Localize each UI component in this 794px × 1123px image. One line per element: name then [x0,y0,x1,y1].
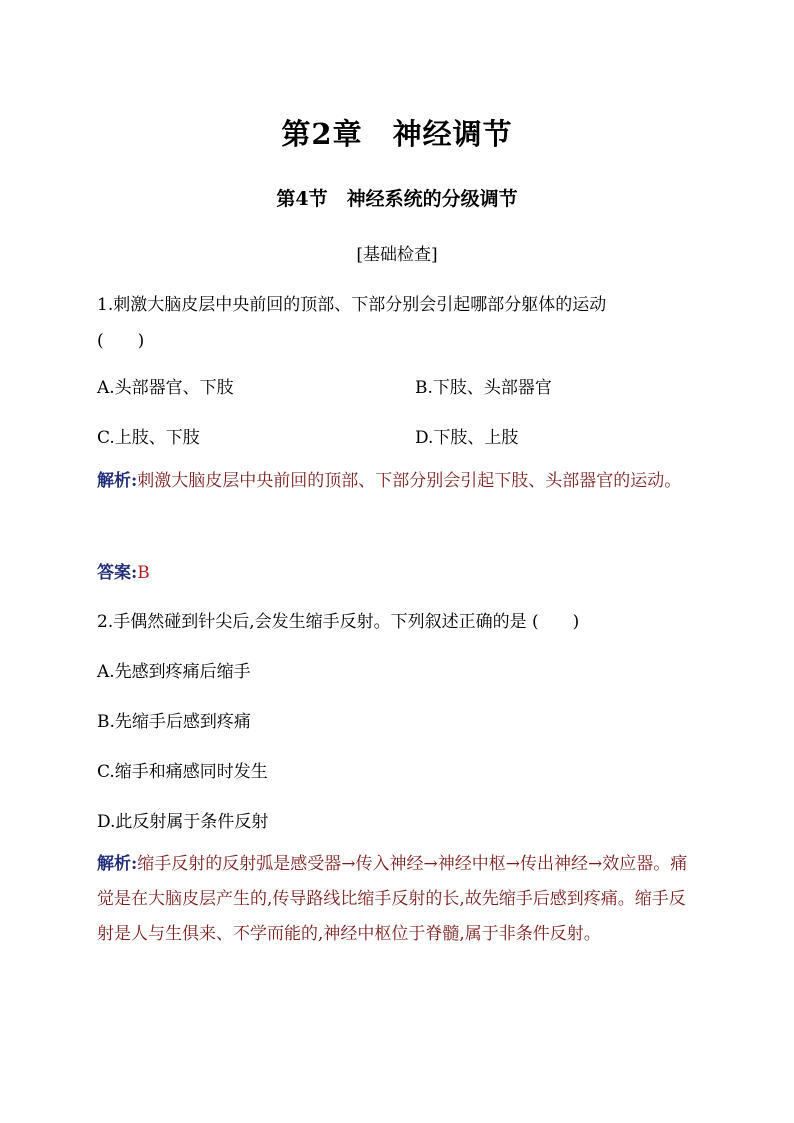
q1-explanation [97,464,697,499]
q2-option-d: D.此反射属于条件反射 [97,812,269,832]
q1-stem: 1.刺激大脑皮层中央前回的顶部、下部分别会引起哪部分躯体的运动 [97,295,607,315]
q2-option-a: A.先感到疼痛后缩手 [97,662,251,682]
q1-answer-label: 答案: [97,563,138,583]
q2-explanation-label: 解析: [97,854,138,874]
q2-stem: 2.手偶然碰到针尖后,会发生缩手反射。下列叙述正确的是 ( ) [97,612,580,632]
q1-option-a: A.头部器官、下肢 [97,378,234,398]
q1-explanation-text: 刺激大脑皮层中央前回的顶部、下部分别会引起下肢、头部器官的运动。 [137,471,682,491]
q1-explanation-label: 解析: [97,471,138,491]
q1-option-c: C.上肢、下肢 [97,428,200,448]
subheading: [基础检查] [356,245,438,265]
q2-option-b: B.先缩手后感到疼痛 [97,712,251,732]
q1-option-d: D.下肢、上肢 [415,428,519,448]
chapter-title: 第2章 神经调节 [281,117,513,151]
q1-option-b: B.下肢、头部器官 [415,378,552,398]
q2-explanation [97,847,697,952]
q2-option-c: C.缩手和痛感同时发生 [97,762,268,782]
section-title: 第4节 神经系统的分级调节 [276,188,518,210]
q1-blank: ( ) [97,331,145,351]
q2-explanation-text: 缩手反射的反射弧是感受器→传入神经→神经中枢→传出神经→效应器。痛觉是在大脑皮层产生的,传导路线比缩手反射的长,故先缩手后感到疼痛。缩手反射是人与生俱来、不学而能的,神经中枢位于脊髓,属于非条件反射。 [97,854,688,944]
q1-answer [97,558,150,583]
q1-answer-value: B [137,563,150,583]
